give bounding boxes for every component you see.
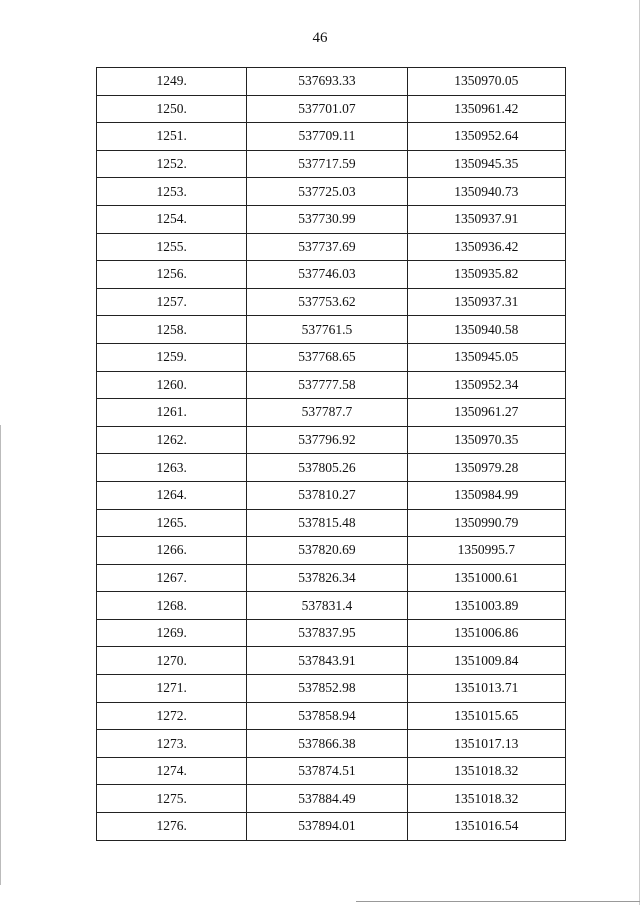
- table-row: [97, 178, 566, 206]
- x-coordinate-cell: 537810.27: [247, 481, 407, 509]
- point-number-cell: 1268.: [97, 592, 247, 620]
- x-coordinate-cell: 537843.91: [247, 647, 407, 675]
- x-coordinate-cell: 537725.03: [247, 178, 407, 206]
- table-row: [97, 371, 566, 399]
- point-number-cell: 1265.: [97, 509, 247, 537]
- y-coordinate-cell: 1351016.54: [407, 813, 565, 841]
- x-coordinate-cell: 537717.59: [247, 150, 407, 178]
- point-number-cell: 1257.: [97, 288, 247, 316]
- y-coordinate-cell: 1351009.84: [407, 647, 565, 675]
- point-number-cell: 1250.: [97, 95, 247, 123]
- y-coordinate-cell: 1350961.27: [407, 399, 565, 427]
- y-coordinate-cell: 1350940.73: [407, 178, 565, 206]
- table-row: [97, 757, 566, 785]
- point-number-cell: 1271.: [97, 675, 247, 703]
- table-row: [97, 730, 566, 758]
- y-coordinate-cell: 1350970.35: [407, 426, 565, 454]
- x-coordinate-cell: 537787.7: [247, 399, 407, 427]
- point-number-cell: 1276.: [97, 813, 247, 841]
- x-coordinate-cell: 537768.65: [247, 343, 407, 371]
- coordinates-table-body: [97, 68, 566, 841]
- y-coordinate-cell: 1350952.64: [407, 123, 565, 151]
- y-coordinate-cell: 1351006.86: [407, 619, 565, 647]
- point-number-cell: 1269.: [97, 619, 247, 647]
- point-number-cell: 1266.: [97, 537, 247, 565]
- point-number-cell: 1254.: [97, 205, 247, 233]
- table-row: [97, 288, 566, 316]
- x-coordinate-cell: 537826.34: [247, 564, 407, 592]
- y-coordinate-cell: 1351003.89: [407, 592, 565, 620]
- x-coordinate-cell: 537730.99: [247, 205, 407, 233]
- x-coordinate-cell: 537831.4: [247, 592, 407, 620]
- table-row: [97, 481, 566, 509]
- x-coordinate-cell: 537815.48: [247, 509, 407, 537]
- x-coordinate-cell: 537796.92: [247, 426, 407, 454]
- table-row: [97, 813, 566, 841]
- table-row: [97, 537, 566, 565]
- x-coordinate-cell: 537866.38: [247, 730, 407, 758]
- table-row: [97, 785, 566, 813]
- point-number-cell: 1273.: [97, 730, 247, 758]
- scan-edge-left: [0, 425, 1, 885]
- point-number-cell: 1274.: [97, 757, 247, 785]
- table-row: [97, 675, 566, 703]
- x-coordinate-cell: 537701.07: [247, 95, 407, 123]
- y-coordinate-cell: 1350945.35: [407, 150, 565, 178]
- y-coordinate-cell: 1350970.05: [407, 68, 565, 96]
- table-row: [97, 205, 566, 233]
- point-number-cell: 1261.: [97, 399, 247, 427]
- point-number-cell: 1267.: [97, 564, 247, 592]
- point-number-cell: 1252.: [97, 150, 247, 178]
- y-coordinate-cell: 1351000.61: [407, 564, 565, 592]
- point-number-cell: 1256.: [97, 261, 247, 289]
- table-row: [97, 123, 566, 151]
- point-number-cell: 1264.: [97, 481, 247, 509]
- y-coordinate-cell: 1350937.31: [407, 288, 565, 316]
- y-coordinate-cell: 1350945.05: [407, 343, 565, 371]
- x-coordinate-cell: 537894.01: [247, 813, 407, 841]
- x-coordinate-cell: 537805.26: [247, 454, 407, 482]
- table-row: [97, 95, 566, 123]
- y-coordinate-cell: 1351017.13: [407, 730, 565, 758]
- point-number-cell: 1263.: [97, 454, 247, 482]
- point-number-cell: 1272.: [97, 702, 247, 730]
- x-coordinate-cell: 537884.49: [247, 785, 407, 813]
- scan-edge-bottom: [356, 901, 640, 902]
- point-number-cell: 1253.: [97, 178, 247, 206]
- y-coordinate-cell: 1350995.7: [407, 537, 565, 565]
- point-number-cell: 1262.: [97, 426, 247, 454]
- table-row: [97, 426, 566, 454]
- x-coordinate-cell: 537761.5: [247, 316, 407, 344]
- y-coordinate-cell: 1351015.65: [407, 702, 565, 730]
- table-row: [97, 509, 566, 537]
- x-coordinate-cell: 537709.11: [247, 123, 407, 151]
- x-coordinate-cell: 537746.03: [247, 261, 407, 289]
- y-coordinate-cell: 1350937.91: [407, 205, 565, 233]
- y-coordinate-cell: 1350935.82: [407, 261, 565, 289]
- point-number-cell: 1258.: [97, 316, 247, 344]
- point-number-cell: 1251.: [97, 123, 247, 151]
- y-coordinate-cell: 1351018.32: [407, 785, 565, 813]
- x-coordinate-cell: 537852.98: [247, 675, 407, 703]
- table-row: [97, 399, 566, 427]
- table-row: [97, 261, 566, 289]
- point-number-cell: 1275.: [97, 785, 247, 813]
- table-row: [97, 454, 566, 482]
- coordinates-table: [96, 67, 566, 841]
- y-coordinate-cell: 1350984.99: [407, 481, 565, 509]
- y-coordinate-cell: 1351018.32: [407, 757, 565, 785]
- table-row: [97, 647, 566, 675]
- x-coordinate-cell: 537777.58: [247, 371, 407, 399]
- y-coordinate-cell: 1350936.42: [407, 233, 565, 261]
- x-coordinate-cell: 537693.33: [247, 68, 407, 96]
- x-coordinate-cell: 537837.95: [247, 619, 407, 647]
- x-coordinate-cell: 537858.94: [247, 702, 407, 730]
- point-number-cell: 1260.: [97, 371, 247, 399]
- table-row: [97, 592, 566, 620]
- y-coordinate-cell: 1350940.58: [407, 316, 565, 344]
- table-row: [97, 150, 566, 178]
- y-coordinate-cell: 1350961.42: [407, 95, 565, 123]
- table-row: [97, 233, 566, 261]
- table-row: [97, 702, 566, 730]
- table-row: [97, 68, 566, 96]
- y-coordinate-cell: 1350990.79: [407, 509, 565, 537]
- table-row: [97, 343, 566, 371]
- table-row: [97, 316, 566, 344]
- page-number: 46: [312, 30, 328, 46]
- y-coordinate-cell: 1351013.71: [407, 675, 565, 703]
- point-number-cell: 1259.: [97, 343, 247, 371]
- x-coordinate-cell: 537874.51: [247, 757, 407, 785]
- x-coordinate-cell: 537737.69: [247, 233, 407, 261]
- x-coordinate-cell: 537820.69: [247, 537, 407, 565]
- table-row: [97, 564, 566, 592]
- point-number-cell: 1270.: [97, 647, 247, 675]
- table-row: [97, 619, 566, 647]
- y-coordinate-cell: 1350952.34: [407, 371, 565, 399]
- point-number-cell: 1255.: [97, 233, 247, 261]
- x-coordinate-cell: 537753.62: [247, 288, 407, 316]
- point-number-cell: 1249.: [97, 68, 247, 96]
- y-coordinate-cell: 1350979.28: [407, 454, 565, 482]
